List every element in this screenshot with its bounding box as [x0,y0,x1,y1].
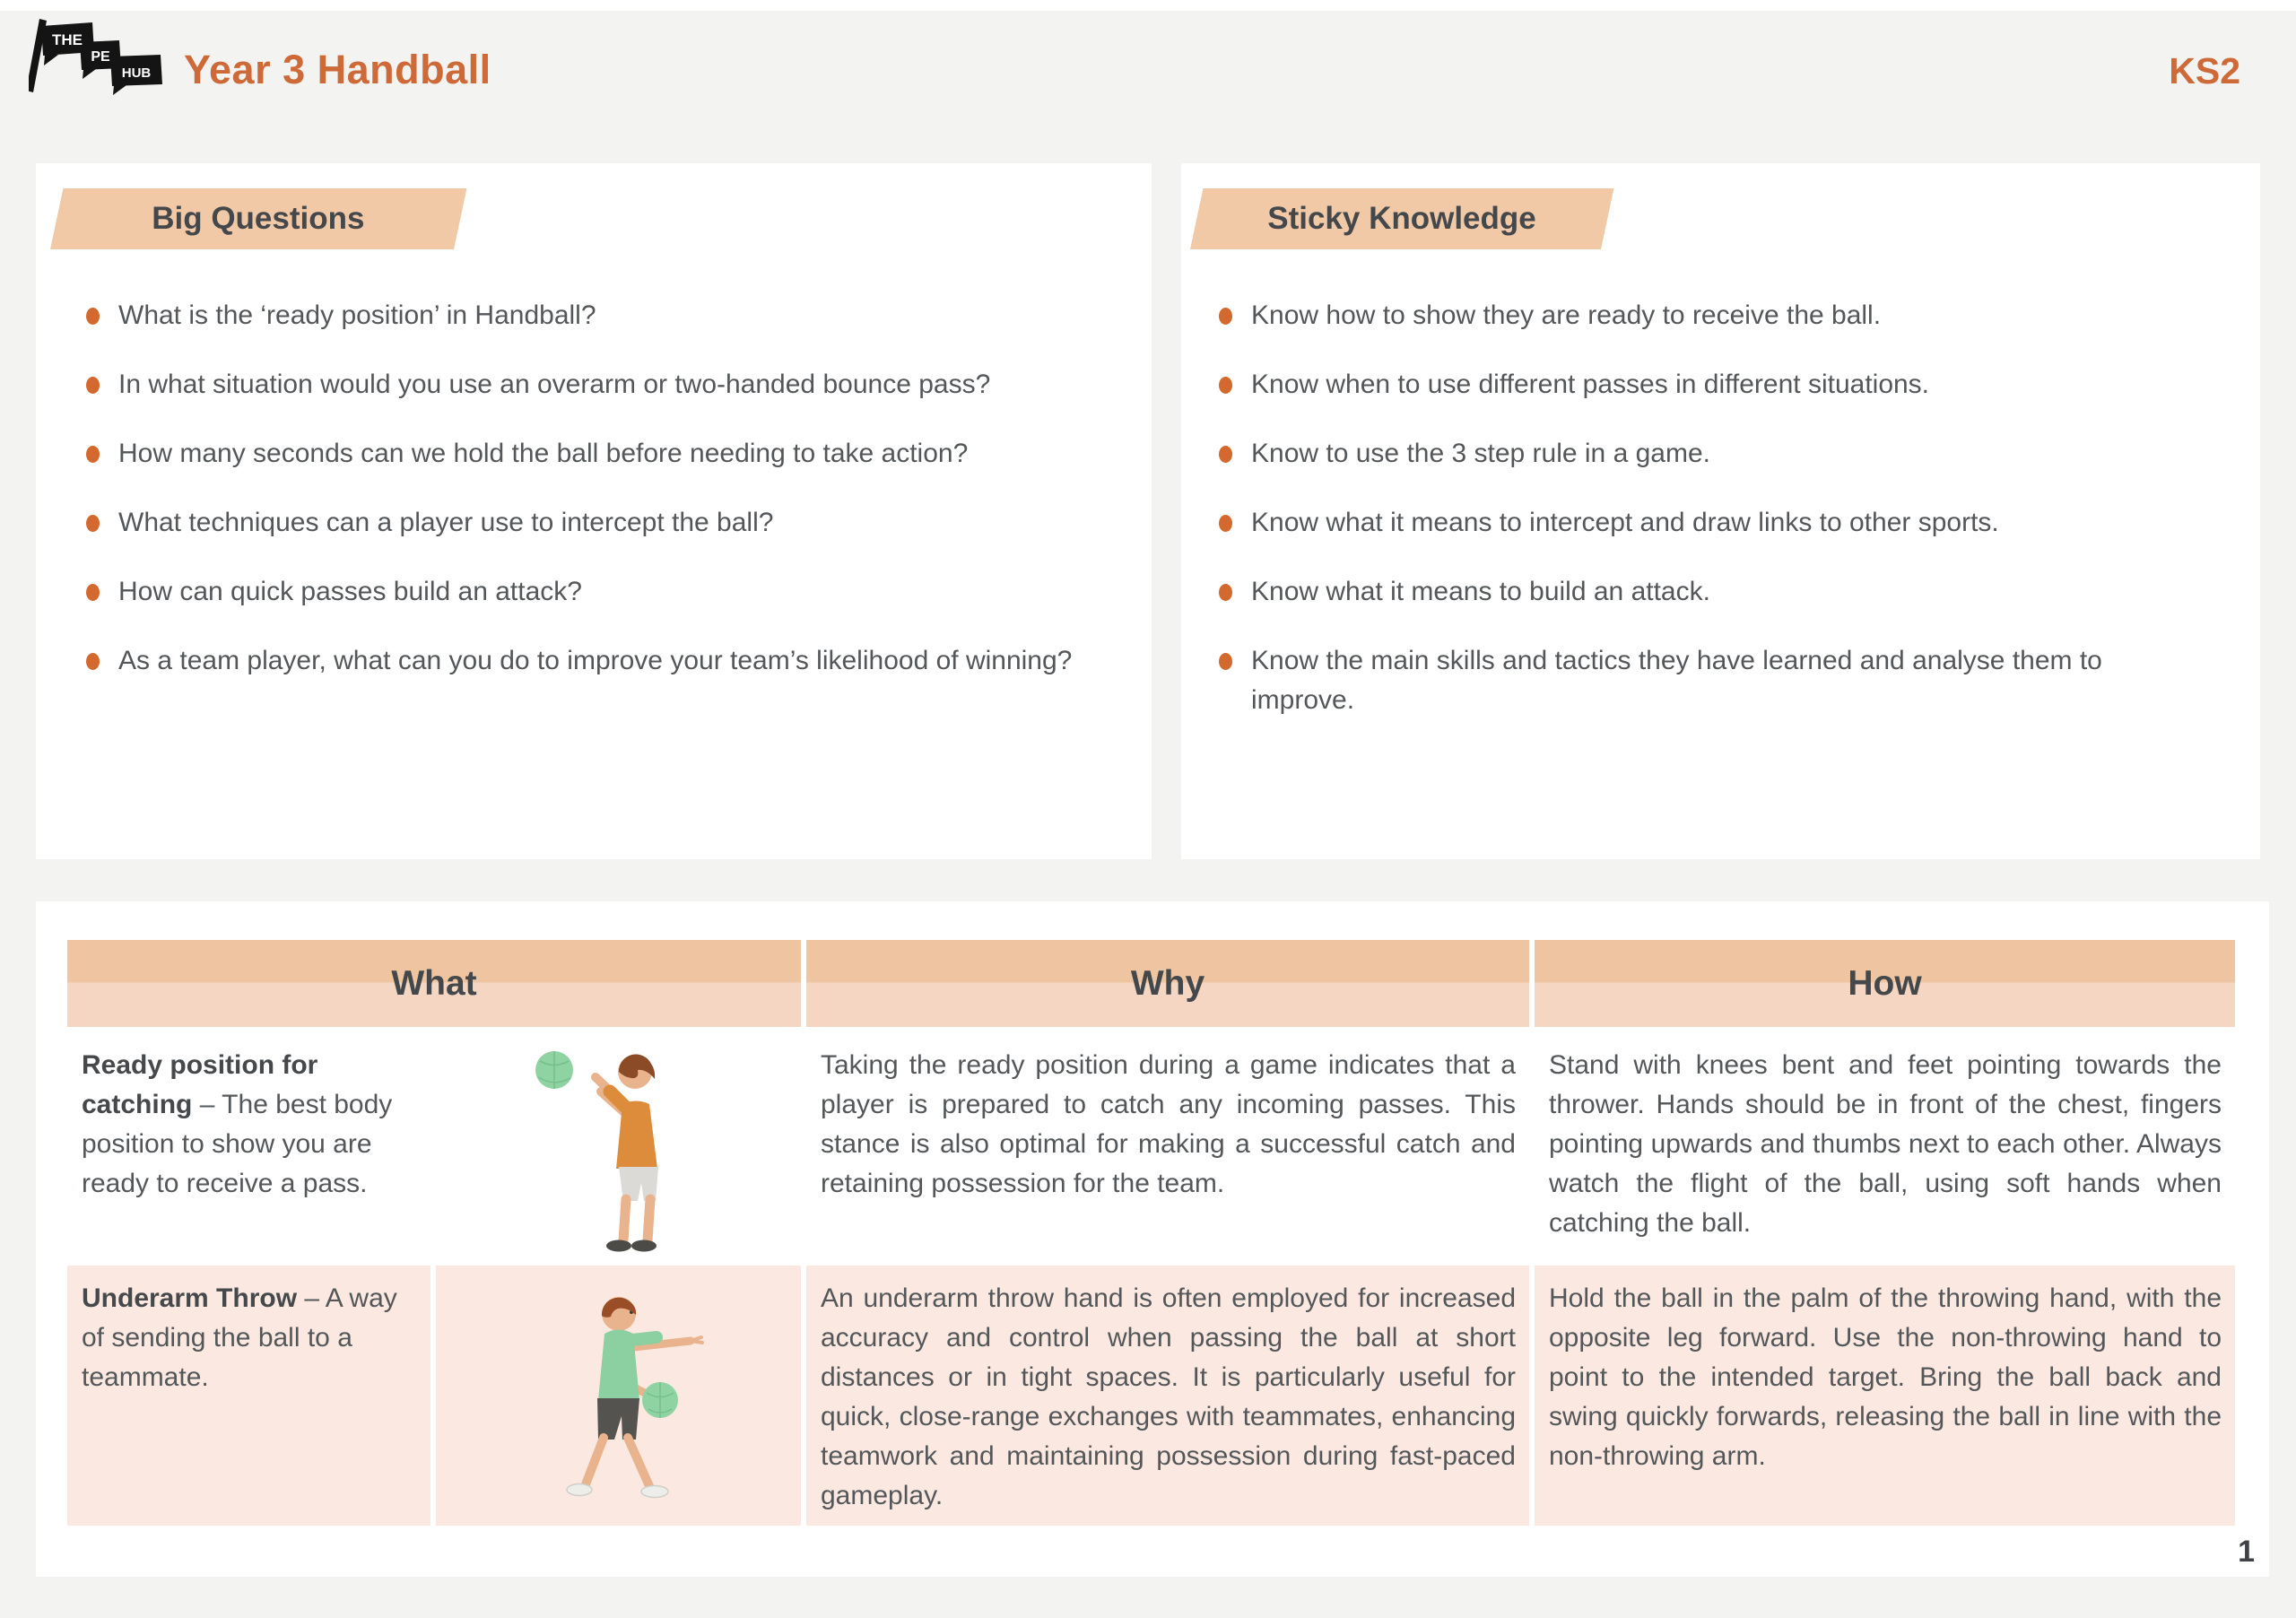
sticky-knowledge-ribbon [1190,188,1613,249]
ready-position-illustration [436,1032,801,1260]
list-item: Know what it means to intercept and draw links to other sports. [1251,503,2211,543]
sticky-knowledge-panel [1181,163,2260,859]
big-questions-heading: Big Questions [152,201,365,236]
svg-text:HUB: HUB [121,65,152,81]
sticky-knowledge-heading: Sticky Knowledge [1267,201,1536,236]
list-item: Know to use the 3 step rule in a game. [1251,434,2211,474]
table-row-why: Taking the ready position during a game indicates that a player is prepared to catch any incoming passes. This stance is also optimal for making a successful catch and retaining possession for the team. [806,1032,1529,1260]
term-definition: – A way of sending the ball to a teammate. [82,1283,397,1392]
big-questions-panel [36,163,1152,859]
big-questions-ribbon [50,188,466,249]
list-item: What is the ‘ready position’ in Handball? [118,296,1102,335]
list-item: In what situation would you use an overarm or two-handed bounce pass? [118,365,1102,404]
term-label: Ready position for catching [82,1050,318,1119]
term-label: Underarm Throw [82,1283,298,1313]
list-item: Know when to use different passes in different situations. [1251,365,2211,404]
what-why-how-table [67,940,2235,1526]
column-header-what: What [67,940,801,1027]
underarm-throw-illustration [436,1266,801,1526]
list-item: As a team player, what can you do to improve your team’s likelihood of winning? [118,641,1102,681]
table-row-why: An underarm throw hand is often employed for increased accuracy and control when passing the ball at short distances or in tight spaces. It is particularly useful for quick, close-range exchanges with teammates, enhancing teamwork and maintaining possession during fast-paced gameplay. [806,1266,1529,1526]
the-pe-hub-logo [29,14,163,97]
table-row-how: Hold the ball in the palm of the throwing hand, with the opposite leg forward. Use the non-throwing hand to point to the intended target. Bring the ball back and swing quickly forwards, releasing the ball in line with the non-throwing arm. [1535,1266,2235,1526]
svg-text:THE: THE [52,31,83,48]
top-white-strip [0,0,2296,11]
table-row-what-definition [67,1032,430,1260]
page-title: Year 3 Handball [184,47,491,92]
pe-hub-flags-icon [29,14,163,97]
svg-text:PE: PE [91,49,110,65]
list-item: How can quick passes build an attack? [118,572,1102,612]
column-header-why: Why [806,940,1529,1027]
boy-catching-ball-icon [529,1040,709,1253]
term-definition: – The best body position to show you are ready to receive a pass. [82,1090,393,1198]
list-item: Know what it means to build an attack. [1251,572,2211,612]
table-row-how: Stand with knees bent and feet pointing towards the thrower. Hands should be in front of the chest, fingers pointing upwards and thumbs next to each other. Always watch the flight of the ball, using soft hands when catching the ball. [1535,1032,2235,1260]
list-item: Know the main skills and tactics they have learned and analyse them to improve. [1251,641,2211,720]
key-stage-badge: KS2 [2169,50,2240,91]
list-item: What techniques can a player use to intercept the ball? [118,503,1102,543]
column-header-how: How [1535,940,2235,1027]
list-item: How many seconds can we hold the ball before needing to take action? [118,434,1102,474]
what-why-how-panel [36,901,2269,1577]
page-number: 1 [2238,1535,2255,1569]
list-item: Know how to show they are ready to receive the ball. [1251,296,2211,335]
boy-throwing-ball-icon [484,1278,753,1513]
table-row-what-definition [67,1266,430,1526]
